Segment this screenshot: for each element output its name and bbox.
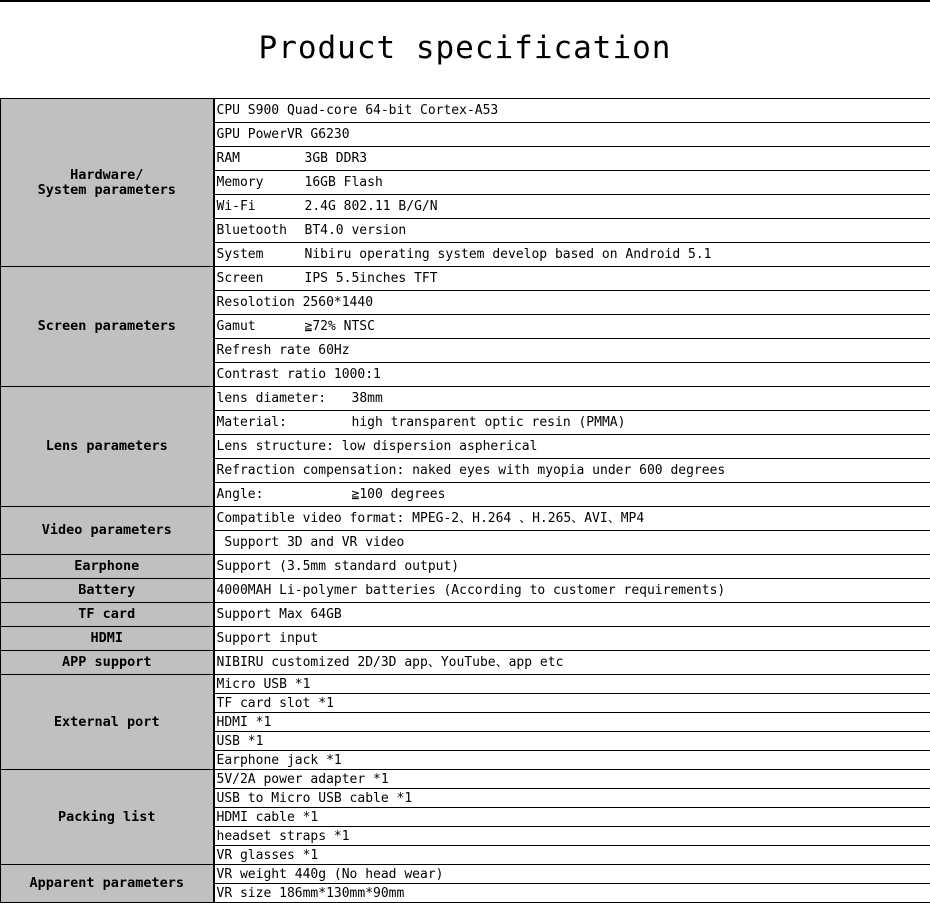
spec-key: Screen [217, 271, 305, 286]
page-title: Product specification [0, 30, 930, 66]
category-hardware: Hardware/ System parameters [1, 99, 214, 267]
spec-key: Gamut [217, 319, 305, 334]
spec-key: Material: [217, 415, 352, 430]
spec-battery: 4000MAH Li-polymer batteries (According to customer requirements) [214, 579, 930, 603]
spec-value: IPS 5.5inches TFT [305, 271, 438, 286]
spec-key: lens diameter: [217, 391, 352, 406]
spec-value: 38mm [352, 391, 383, 406]
spec-app: NIBIRU customized 2D/3D app、YouTube、app etc [214, 651, 930, 675]
table-row [1, 675, 930, 694]
list-item: USB to Micro USB cable *1 [214, 789, 930, 808]
table-row [1, 865, 930, 884]
category-apparent: Apparent parameters [1, 865, 214, 903]
list-item: VR glasses *1 [214, 846, 930, 865]
spec-earphone: Support (3.5mm standard output) [214, 555, 930, 579]
spec-key: RAM [217, 151, 305, 166]
spec-table [0, 98, 930, 903]
spec-refresh: Refresh rate 60Hz [214, 339, 930, 363]
spec-value: high transparent optic resin (PMMA) [352, 415, 626, 430]
spec-video-support: Support 3D and VR video [214, 531, 930, 555]
table-row [1, 507, 930, 531]
spec-refraction: Refraction compensation: naked eyes with myopia under 600 degrees [214, 459, 930, 483]
category-hdmi: HDMI [1, 627, 214, 651]
spec-ram [214, 147, 930, 171]
list-item: Micro USB *1 [214, 675, 930, 694]
table-row [1, 555, 930, 579]
spec-material [214, 411, 930, 435]
category-screen: Screen parameters [1, 267, 214, 387]
spec-tfcard: Support Max 64GB [214, 603, 930, 627]
spec-screen [214, 267, 930, 291]
spec-value: Nibiru operating system develop based on Android 5.1 [305, 247, 712, 262]
list-item: 5V/2A power adapter *1 [214, 770, 930, 789]
category-video: Video parameters [1, 507, 214, 555]
list-item: HDMI cable *1 [214, 808, 930, 827]
list-item: Earphone jack *1 [214, 751, 930, 770]
spec-lens-diameter [214, 387, 930, 411]
table-row [1, 651, 930, 675]
spec-angle [214, 483, 930, 507]
category-app: APP support [1, 651, 214, 675]
spec-wifi [214, 195, 930, 219]
spec-video-format: Compatible video format: MPEG-2、H.264 、H.265、AVI、MP4 [214, 507, 930, 531]
spec-key: Memory [217, 175, 305, 190]
spec-hdmi: Support input [214, 627, 930, 651]
spec-value: 16GB Flash [305, 175, 383, 190]
spec-key: Bluetooth [217, 223, 305, 238]
spec-resolution: Resolotion 2560*1440 [214, 291, 930, 315]
spec-bluetooth [214, 219, 930, 243]
table-row [1, 770, 930, 789]
category-tfcard: TF card [1, 603, 214, 627]
list-item: VR size 186mm*130mm*90mm [214, 884, 930, 903]
spec-cpu: CPU S900 Quad-core 64-bit Cortex-A53 [214, 99, 930, 123]
table-row [1, 387, 930, 411]
spec-key: Wi-Fi [217, 199, 305, 214]
list-item: VR weight 440g (No head wear) [214, 865, 930, 884]
spec-value: 2.4G 802.11 B/G/N [305, 199, 438, 214]
table-row [1, 267, 930, 291]
category-lens: Lens parameters [1, 387, 214, 507]
spec-lens-structure: Lens structure: low dispersion aspherical [214, 435, 930, 459]
spec-value: 3GB DDR3 [305, 151, 368, 166]
category-battery: Battery [1, 579, 214, 603]
spec-system [214, 243, 930, 267]
spec-gpu: GPU PowerVR G6230 [214, 123, 930, 147]
list-item: TF card slot *1 [214, 694, 930, 713]
spec-gamut [214, 315, 930, 339]
list-item: USB *1 [214, 732, 930, 751]
spec-contrast: Contrast ratio 1000:1 [214, 363, 930, 387]
table-row [1, 579, 930, 603]
spec-key: Angle: [217, 487, 352, 502]
spec-value: ≧72% NTSC [305, 319, 375, 334]
top-border [0, 0, 930, 2]
table-row [1, 99, 930, 123]
table-row [1, 603, 930, 627]
category-packing-list: Packing list [1, 770, 214, 865]
spec-value: BT4.0 version [305, 223, 407, 238]
category-external-port: External port [1, 675, 214, 770]
list-item: HDMI *1 [214, 713, 930, 732]
category-earphone: Earphone [1, 555, 214, 579]
spec-key: System [217, 247, 305, 262]
spec-memory [214, 171, 930, 195]
spec-value: ≧100 degrees [352, 487, 446, 502]
list-item: headset straps *1 [214, 827, 930, 846]
table-row [1, 627, 930, 651]
